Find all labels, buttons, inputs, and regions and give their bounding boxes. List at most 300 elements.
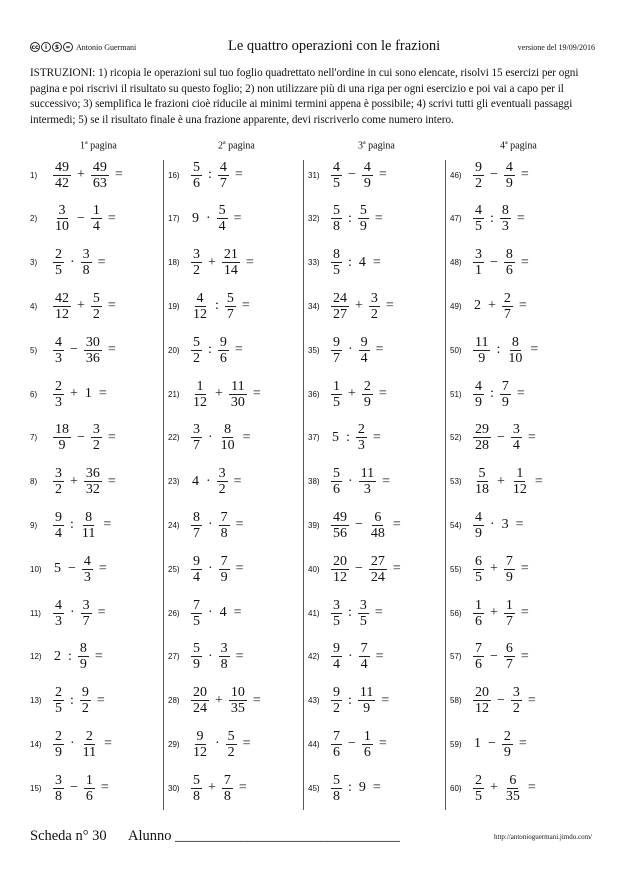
exercise-number: 16) xyxy=(168,170,180,180)
exercise-number: 55) xyxy=(450,564,462,574)
numerator: 7 xyxy=(475,641,482,657)
fraction xyxy=(359,335,370,366)
operator: · xyxy=(70,254,75,270)
column-divider xyxy=(303,160,304,810)
denominator: 9 xyxy=(58,438,66,454)
fraction xyxy=(362,729,373,760)
denominator: 14 xyxy=(223,263,238,279)
operator: + xyxy=(208,254,216,270)
equals-sign: = xyxy=(527,780,536,796)
fraction xyxy=(473,160,484,191)
fraction xyxy=(219,641,230,672)
fraction xyxy=(359,641,370,672)
integer: 2 xyxy=(54,648,61,664)
exercise-number: 52) xyxy=(450,433,462,443)
fraction xyxy=(53,247,64,278)
integer: 2 xyxy=(474,298,481,314)
fraction xyxy=(226,729,237,760)
exercise-42 xyxy=(308,638,384,676)
denominator: 7 xyxy=(226,306,234,322)
operator: + xyxy=(355,298,363,314)
operator: : xyxy=(348,692,352,708)
denominator: 10 xyxy=(220,438,235,454)
exercise-38 xyxy=(308,463,390,501)
denominator: 5 xyxy=(475,788,482,804)
numerator: 7 xyxy=(223,772,231,788)
exercise-14 xyxy=(30,725,112,763)
fraction xyxy=(511,685,522,716)
fraction xyxy=(331,466,342,497)
denominator: 2 xyxy=(227,744,235,760)
denominator: 4 xyxy=(92,219,100,235)
exercise-number: 21) xyxy=(168,389,180,399)
page-label-2 xyxy=(218,140,255,151)
exercise-number: 50) xyxy=(450,345,462,355)
exercise-number: 37) xyxy=(308,433,320,443)
numerator: 3 xyxy=(475,247,482,263)
exercise-25 xyxy=(168,550,244,588)
fraction xyxy=(331,247,342,278)
denominator: 4 xyxy=(55,525,62,541)
operator: − xyxy=(488,736,496,752)
integer: 3 xyxy=(501,517,509,533)
numerator: 3 xyxy=(512,685,520,701)
denominator: 12 xyxy=(475,701,489,717)
denominator: 9 xyxy=(475,394,482,410)
exercise-30 xyxy=(168,769,247,807)
denominator: 5 xyxy=(475,219,482,235)
numerator: 1 xyxy=(505,597,513,613)
operator: − xyxy=(497,429,505,445)
exercise-number: 14) xyxy=(30,739,42,749)
denominator: 6 xyxy=(333,744,340,760)
denominator: 7 xyxy=(219,175,227,191)
denominator: 28 xyxy=(475,438,489,454)
operator: − xyxy=(348,736,356,752)
fraction xyxy=(229,685,247,716)
numerator: 3 xyxy=(82,597,90,613)
denominator: 3 xyxy=(363,482,371,498)
operator: − xyxy=(70,342,78,358)
numerator: 8 xyxy=(193,509,200,525)
numerator: 3 xyxy=(55,772,62,788)
equals-sign: = xyxy=(241,298,250,314)
fraction xyxy=(504,554,515,585)
operator: : xyxy=(496,342,501,358)
operator: + xyxy=(70,473,78,489)
exercise-19 xyxy=(168,287,250,325)
operator: + xyxy=(348,386,356,401)
exercise-8 xyxy=(30,463,116,501)
denominator: 7 xyxy=(503,306,511,322)
exercise-48 xyxy=(450,244,529,282)
exercise-39 xyxy=(308,506,401,544)
exercise-number: 26) xyxy=(168,608,180,618)
denominator: 2 xyxy=(512,701,520,717)
equals-sign: = xyxy=(234,167,243,182)
fraction xyxy=(359,466,376,497)
equals-sign: = xyxy=(372,780,381,796)
numerator: 9 xyxy=(475,159,482,175)
page-number: 3 xyxy=(358,140,363,152)
exercise-53 xyxy=(450,463,543,501)
numerator: 6 xyxy=(509,772,517,788)
equals-sign: = xyxy=(392,561,401,577)
operator: + xyxy=(208,780,216,796)
operator: + xyxy=(70,386,78,401)
fraction xyxy=(222,773,233,804)
exercise-27 xyxy=(168,638,244,676)
denominator: 12 xyxy=(333,569,347,585)
operator: · xyxy=(206,473,211,489)
denominator: 3 xyxy=(55,350,62,366)
operator: · xyxy=(208,429,213,445)
equals-sign: = xyxy=(372,429,381,445)
integer: 5 xyxy=(54,561,61,577)
operator: · xyxy=(208,648,213,664)
numerator: 6 xyxy=(475,553,482,569)
fraction xyxy=(222,247,240,278)
equals-sign: = xyxy=(385,298,394,314)
fraction xyxy=(502,291,513,322)
exercise-37 xyxy=(308,419,381,457)
numerator: 5 xyxy=(92,290,100,306)
denominator: 8 xyxy=(220,657,228,673)
fraction xyxy=(225,291,236,322)
exercise-number: 15) xyxy=(30,783,42,793)
exercise-number: 36) xyxy=(308,389,320,399)
exercise-number: 39) xyxy=(308,520,320,530)
ordinal-suffix: a xyxy=(223,140,226,146)
numerator: 10 xyxy=(230,685,245,701)
denominator: 6 xyxy=(85,788,93,804)
operator: : xyxy=(348,210,352,226)
equals-sign: = xyxy=(392,517,401,533)
numerator: 11 xyxy=(360,466,375,482)
numerator: 20 xyxy=(475,685,489,701)
denominator: 4 xyxy=(333,657,340,673)
exercise-number: 56) xyxy=(450,608,462,618)
operator: − xyxy=(70,780,78,796)
operator: · xyxy=(348,342,353,358)
student-name-field[interactable] xyxy=(128,828,400,845)
numerator: 2 xyxy=(85,728,93,744)
numerator: 36 xyxy=(85,466,100,482)
denominator: 9 xyxy=(363,175,371,191)
fraction xyxy=(91,291,102,322)
denominator: 9 xyxy=(79,657,87,673)
equals-sign: = xyxy=(518,736,527,752)
fraction xyxy=(358,203,369,234)
fraction xyxy=(191,379,209,410)
denominator: 9 xyxy=(501,394,509,410)
denominator: 5 xyxy=(193,613,200,629)
denominator: 9 xyxy=(363,394,371,410)
denominator: 11 xyxy=(81,525,96,541)
exercise-46 xyxy=(450,156,529,194)
numerator: 9 xyxy=(193,553,200,569)
operator: · xyxy=(348,648,353,664)
denominator: 8 xyxy=(55,788,62,804)
exercise-number: 11) xyxy=(30,608,41,618)
denominator: 2 xyxy=(81,701,89,717)
exercise-31 xyxy=(308,156,387,194)
exercise-number: 24) xyxy=(168,520,180,530)
creative-commons-license-icon xyxy=(30,42,73,52)
fraction xyxy=(53,729,64,760)
denominator: 5 xyxy=(333,613,340,629)
ordinal-suffix: a xyxy=(505,140,508,146)
denominator: 42 xyxy=(55,175,69,191)
numerator: 11 xyxy=(231,378,245,394)
operator: + xyxy=(215,692,223,708)
fraction xyxy=(331,160,342,191)
equals-sign: = xyxy=(382,473,391,489)
exercise-number: 4) xyxy=(30,301,38,311)
exercise-number: 41) xyxy=(308,608,320,618)
fraction xyxy=(84,335,102,366)
fraction xyxy=(53,291,71,322)
fraction xyxy=(511,422,522,453)
operator: + xyxy=(77,298,85,314)
denominator: 8 xyxy=(193,788,200,804)
operator: : xyxy=(348,780,352,796)
page-word: pagina xyxy=(90,140,117,152)
exercise-number: 42) xyxy=(308,652,320,662)
fraction xyxy=(331,291,349,322)
fraction xyxy=(504,247,515,278)
equals-sign: = xyxy=(527,692,536,708)
operator: + xyxy=(77,167,85,182)
fraction xyxy=(191,291,209,322)
denominator: 24 xyxy=(370,569,385,585)
numerator: 8 xyxy=(501,203,509,219)
numerator: 3 xyxy=(193,422,200,438)
denominator: 12 xyxy=(193,306,207,322)
denominator: 4 xyxy=(218,219,226,235)
numerator: 11 xyxy=(359,685,374,701)
numerator: 2 xyxy=(503,728,511,744)
exercise-12 xyxy=(30,638,103,676)
equals-sign: = xyxy=(372,254,381,270)
exercise-2 xyxy=(30,200,116,238)
column-divider xyxy=(163,160,164,810)
numerator: 7 xyxy=(193,597,200,613)
numerator: 5 xyxy=(333,772,340,788)
fraction xyxy=(331,729,342,760)
exercise-13 xyxy=(30,682,105,720)
numerator: 1 xyxy=(363,728,371,744)
exercise-number: 13) xyxy=(30,696,42,706)
exercise-number: 47) xyxy=(450,214,462,224)
denominator: 4 xyxy=(512,438,520,454)
equals-sign: = xyxy=(378,386,387,401)
denominator: 3 xyxy=(83,569,91,585)
numerator: 27 xyxy=(370,553,385,569)
numerator: 6 xyxy=(505,641,513,657)
equals-sign: = xyxy=(235,517,244,533)
exercise-36 xyxy=(308,375,387,413)
exercise-number: 1) xyxy=(30,170,38,180)
denominator: 5 xyxy=(333,394,340,410)
numerator: 1 xyxy=(475,597,482,613)
exercise-9 xyxy=(30,506,111,544)
denominator: 5 xyxy=(55,263,62,279)
exercise-number: 40) xyxy=(308,564,320,574)
page-word: pagina xyxy=(368,140,395,152)
exercise-29 xyxy=(168,725,251,763)
equals-sign: = xyxy=(107,342,116,358)
equals-sign: = xyxy=(100,780,109,796)
numerator: 3 xyxy=(218,466,226,482)
operator: · xyxy=(70,605,75,620)
exercise-18 xyxy=(168,244,254,282)
numerator: 8 xyxy=(511,334,519,350)
denominator: 18 xyxy=(475,482,489,498)
operator: · xyxy=(348,473,353,489)
numerator: 5 xyxy=(193,641,200,657)
fraction xyxy=(511,466,529,497)
numerator: 5 xyxy=(218,203,226,219)
denominator: 12 xyxy=(193,394,207,410)
equals-sign: = xyxy=(96,692,105,708)
exercise-54 xyxy=(450,506,524,544)
numerator: 24 xyxy=(333,290,347,306)
integer: 4 xyxy=(192,473,199,489)
exercise-number: 54) xyxy=(450,520,462,530)
integer: 1 xyxy=(84,386,92,401)
fraction xyxy=(218,335,229,366)
operator: : xyxy=(70,692,74,708)
operator: + xyxy=(488,298,496,314)
exercise-number: 58) xyxy=(450,696,462,706)
denominator: 30 xyxy=(230,394,245,410)
denominator: 7 xyxy=(193,438,200,454)
fraction xyxy=(331,685,342,716)
exercise-60 xyxy=(450,769,536,807)
exercise-21 xyxy=(168,375,261,413)
fraction xyxy=(362,379,373,410)
numerator: 9 xyxy=(333,685,340,701)
exercise-number: 5) xyxy=(30,345,38,355)
operator: − xyxy=(490,648,498,664)
fraction xyxy=(369,291,380,322)
fraction xyxy=(191,729,209,760)
equals-sign: = xyxy=(515,517,524,533)
fraction xyxy=(191,554,202,585)
page-number: 4 xyxy=(500,140,505,152)
denominator: 63 xyxy=(92,175,107,191)
numerator: 9 xyxy=(81,685,89,701)
equals-sign: = xyxy=(97,254,106,270)
operator: : xyxy=(215,298,219,314)
integer: 5 xyxy=(332,429,339,445)
denominator: 5 xyxy=(359,613,367,629)
exercise-number: 23) xyxy=(168,477,180,487)
equals-sign: = xyxy=(520,648,529,664)
numerator: 2 xyxy=(363,378,371,394)
numerator: 20 xyxy=(193,685,207,701)
numerator: 4 xyxy=(505,159,513,175)
equals-sign: = xyxy=(252,692,261,708)
equals-sign: = xyxy=(245,254,254,270)
website-url[interactable]: http://antonioguermani.jimdo.com/ xyxy=(494,833,592,841)
integer: 4 xyxy=(358,254,366,270)
operator: − xyxy=(355,517,363,533)
integer: 4 xyxy=(219,605,227,620)
numerator: 1 xyxy=(333,378,340,394)
operator: : xyxy=(348,605,352,620)
denominator: 2 xyxy=(55,482,62,498)
operator: − xyxy=(348,167,356,182)
cc-icon: cc xyxy=(31,44,39,51)
operator: : xyxy=(70,517,74,533)
equals-sign: = xyxy=(97,605,106,620)
numerator: 4 xyxy=(475,509,482,525)
denominator: 6 xyxy=(475,657,482,673)
fraction xyxy=(502,729,513,760)
denominator: 5 xyxy=(333,175,340,191)
numerator: 5 xyxy=(226,290,234,306)
denominator: 9 xyxy=(220,569,228,585)
denominator: 2 xyxy=(333,701,340,717)
fraction xyxy=(331,641,342,672)
fraction xyxy=(81,598,92,629)
numerator: 3 xyxy=(55,466,62,482)
numerator: 7 xyxy=(501,378,509,394)
exercise-6 xyxy=(30,375,107,413)
page-word: pagina xyxy=(228,140,255,152)
exercise-number: 9) xyxy=(30,520,38,530)
equals-sign: = xyxy=(378,736,387,752)
numerator: 9 xyxy=(333,641,340,657)
equals-sign: = xyxy=(98,386,107,401)
equals-sign: = xyxy=(375,342,384,358)
fraction xyxy=(191,773,202,804)
denominator: 8 xyxy=(82,263,90,279)
operator: : xyxy=(68,648,72,664)
fraction xyxy=(53,160,71,191)
exercise-10 xyxy=(30,550,107,588)
fraction xyxy=(500,203,511,234)
denominator: 10 xyxy=(55,219,69,235)
operator: − xyxy=(68,561,76,577)
numerator: 2 xyxy=(55,378,62,394)
exercise-51 xyxy=(450,375,525,413)
exercise-23 xyxy=(168,463,242,501)
exercise-number: 49) xyxy=(450,301,462,311)
exercise-number: 51) xyxy=(450,389,462,399)
exercise-number: 22) xyxy=(168,433,180,443)
equals-sign: = xyxy=(233,605,242,620)
fraction xyxy=(369,510,387,541)
exercise-number: 44) xyxy=(308,739,320,749)
fraction xyxy=(81,729,98,760)
exercise-number: 59) xyxy=(450,739,462,749)
fraction xyxy=(191,160,202,191)
numerator: 2 xyxy=(475,772,482,788)
equals-sign: = xyxy=(107,298,116,314)
numerator: 2 xyxy=(55,247,62,263)
exercise-49 xyxy=(450,287,527,325)
numerator: 5 xyxy=(333,466,340,482)
equals-sign: = xyxy=(374,210,383,226)
numerator: 9 xyxy=(360,334,368,350)
numerator: 4 xyxy=(475,203,482,219)
fraction xyxy=(473,598,484,629)
fraction xyxy=(473,335,490,366)
denominator: 2 xyxy=(193,350,200,366)
